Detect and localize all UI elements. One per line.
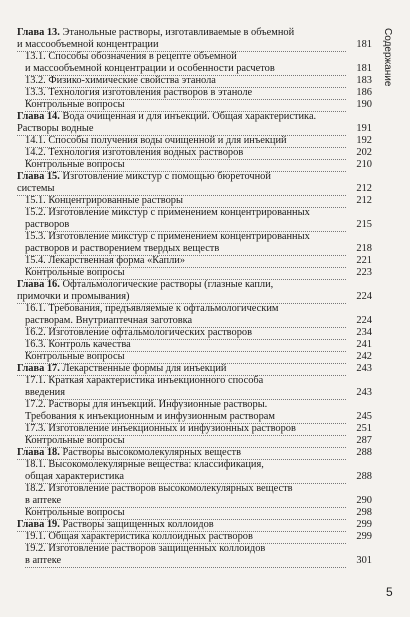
toc-entry-line [17,75,372,87]
chapter-number: Глава 19. [17,519,60,530]
toc-chapter-line [17,363,372,375]
toc-entry-line [17,147,372,159]
chapter-title: примочки и промывания) [17,291,130,302]
page-ref: 298 [356,507,372,518]
chapter-title: Вода очищенная и для инъекций. Общая характеристика. [62,111,317,122]
page-ref: 224 [356,291,372,302]
chapter-number: Глава 13. [17,27,60,38]
chapter-title: системы [17,183,55,194]
entry-title: Контрольные вопросы [25,159,125,170]
page-ref: 183 [356,75,372,86]
chapter-title: и массообъемной концентрации [17,39,159,50]
page-ref: 287 [356,435,372,446]
toc-entry-line [17,327,372,339]
page-ref: 288 [356,471,372,482]
toc-entry-line [17,507,372,519]
page-ref: 241 [356,339,372,350]
page-ref: 242 [356,351,372,362]
toc-entry-line [17,555,372,567]
page-ref: 290 [356,495,372,506]
entry-title: растворам. Внутриаптечная заготовка [25,315,193,326]
toc-entry-line [17,87,372,99]
chapter-number: Глава 14. [17,111,60,122]
toc-entry-line [17,495,372,507]
entry-title: 15.4. Лекарственная форма «Капли» [25,255,186,266]
page-ref: 245 [356,411,372,422]
chapter-title: Растворы водные [17,123,94,134]
page-ref: 243 [356,363,372,374]
page-ref: 181 [356,39,372,50]
toc-entry-line [17,267,372,279]
page-ref: 191 [356,123,372,134]
chapter-number: Глава 15. [17,171,60,182]
toc-chapter-line [17,183,372,195]
chapter-title: Растворы высокомолекулярных веществ [62,447,241,458]
toc-chapter-line [17,519,372,531]
entry-title: в аптеке [25,495,62,506]
page-ref: 218 [356,243,372,254]
toc-entry-line [17,459,372,471]
toc-entry-line [17,195,372,207]
chapter-number: Глава 16. [17,279,60,290]
chapter-title: Растворы защищенных коллоидов [62,519,214,530]
chapter-title: Офтальмологические растворы (глазные капли, [62,279,274,290]
entry-title: растворов и растворением твердых веществ [25,243,220,254]
page-ref: 301 [356,555,372,566]
table-of-contents [17,27,372,567]
page-ref: 299 [356,531,372,542]
toc-chapter-line [17,171,372,183]
page-ref: 299 [356,519,372,530]
page-ref: 224 [356,315,372,326]
toc-entry-line [17,51,372,63]
entry-title: Контрольные вопросы [25,99,125,110]
entry-title: Контрольные вопросы [25,351,125,362]
entry-title: 19.2. Изготовление растворов защищенных коллоидов [25,543,266,554]
toc-entry-line [17,219,372,231]
entry-title: 16.2. Изготовление офтальмологических растворов [25,327,253,338]
toc-entry-line [17,375,372,387]
section-side-label: Содержание [382,28,393,87]
toc-entry-line [17,435,372,447]
page-ref: 192 [356,135,372,146]
entry-title: 18.1. Высокомолекулярные вещества: классификация, [25,459,264,470]
entry-title: и массообъемной концентрации и особенности расчетов [25,63,275,74]
toc-entry-line [17,339,372,351]
chapter-number: Глава 17. [17,363,60,374]
entry-title: Требования к инъекционным и инфузионным растворам [25,411,275,422]
entry-title: 15.3. Изготовление микстур с применением концентрированных [25,231,310,242]
toc-chapter-line [17,123,372,135]
entry-title: растворов [25,219,70,230]
toc-chapter-line [17,291,372,303]
page-ref: 221 [356,255,372,266]
entry-title: 16.3. Контроль качества [25,339,131,350]
page-ref: 215 [356,219,372,230]
toc-entry-line [17,531,372,543]
page-ref: 243 [356,387,372,398]
chapter-number: Глава 18. [17,447,60,458]
entry-title: 17.3. Изготовление инъекционных и инфузионных растворов [25,423,296,434]
entry-title: 13.3. Технология изготовления растворов в этаноле [25,87,253,98]
toc-entry-line [17,63,372,75]
entry-title: 13.1. Способы обозначения в рецепте объемной [25,51,237,62]
toc-entry-line [17,303,372,315]
entry-title: 14.1. Способы получения воды очищенной и для инъекций [25,135,287,146]
page-ref: 251 [356,423,372,434]
toc-chapter-line [17,27,372,39]
toc-entry-line [17,483,372,495]
toc-entry-line [17,315,372,327]
page-ref: 210 [356,159,372,170]
entry-title: 17.1. Краткая характеристика инъекционного способа [25,375,264,386]
entry-title: Контрольные вопросы [25,435,125,446]
page-ref: 288 [356,447,372,458]
entry-title: Контрольные вопросы [25,267,125,278]
toc-entry-line [17,471,372,483]
toc-entry-line [17,255,372,267]
entry-title: 15.2. Изготовление микстур с применением концентрированных [25,207,310,218]
toc-entry-line [17,99,372,111]
toc-chapter-line [17,447,372,459]
entry-title: 13.2. Физико-химические свойства этанола [25,75,216,86]
toc-entry-line [17,231,372,243]
page-number: 5 [386,585,393,599]
toc-entry-line [17,411,372,423]
entry-title: 14.2. Технология изготовления водных растворов [25,147,244,158]
page-ref: 234 [356,327,372,338]
page-ref: 190 [356,99,372,110]
toc-chapter-line [17,279,372,291]
toc-entry-line [17,243,372,255]
entry-title: 19.1. Общая характеристика коллоидных растворов [25,531,253,542]
chapter-title: Изготовление микстур с помощью бюреточной [62,171,271,182]
chapter-title: Лекарственные формы для инъекций [62,363,227,374]
toc-entry-line [17,543,372,555]
toc-entry-line [17,423,372,435]
page-ref: 212 [356,183,372,194]
entry-title: 16.1. Требования, предъявляемые к офтальмологическим [25,303,279,314]
entry-title: 18.2. Изготовление растворов высокомолекулярных веществ [25,483,293,494]
toc-chapter-line [17,39,372,51]
toc-entry-line [17,387,372,399]
chapter-title: Этанольные растворы, изготавливаемые в объемной [62,27,295,38]
page-ref: 186 [356,87,372,98]
entry-title: общая характеристика [25,471,124,482]
entry-title: 15.1. Концентрированные растворы [25,195,183,206]
entry-title: Контрольные вопросы [25,507,125,518]
toc-entry-line [17,207,372,219]
toc-entry-line [17,135,372,147]
toc-entry-line [17,351,372,363]
page-ref: 212 [356,195,372,206]
entry-title: 17.2. Растворы для инъекций. Инфузионные растворы. [25,399,268,410]
toc-entry-line [17,159,372,171]
entry-title: введения [25,387,66,398]
toc-chapter-line [17,111,372,123]
page-ref: 223 [356,267,372,278]
toc-entry-line [17,399,372,411]
page-ref: 202 [356,147,372,158]
entry-title: в аптеке [25,555,62,566]
page-ref: 181 [356,63,372,74]
